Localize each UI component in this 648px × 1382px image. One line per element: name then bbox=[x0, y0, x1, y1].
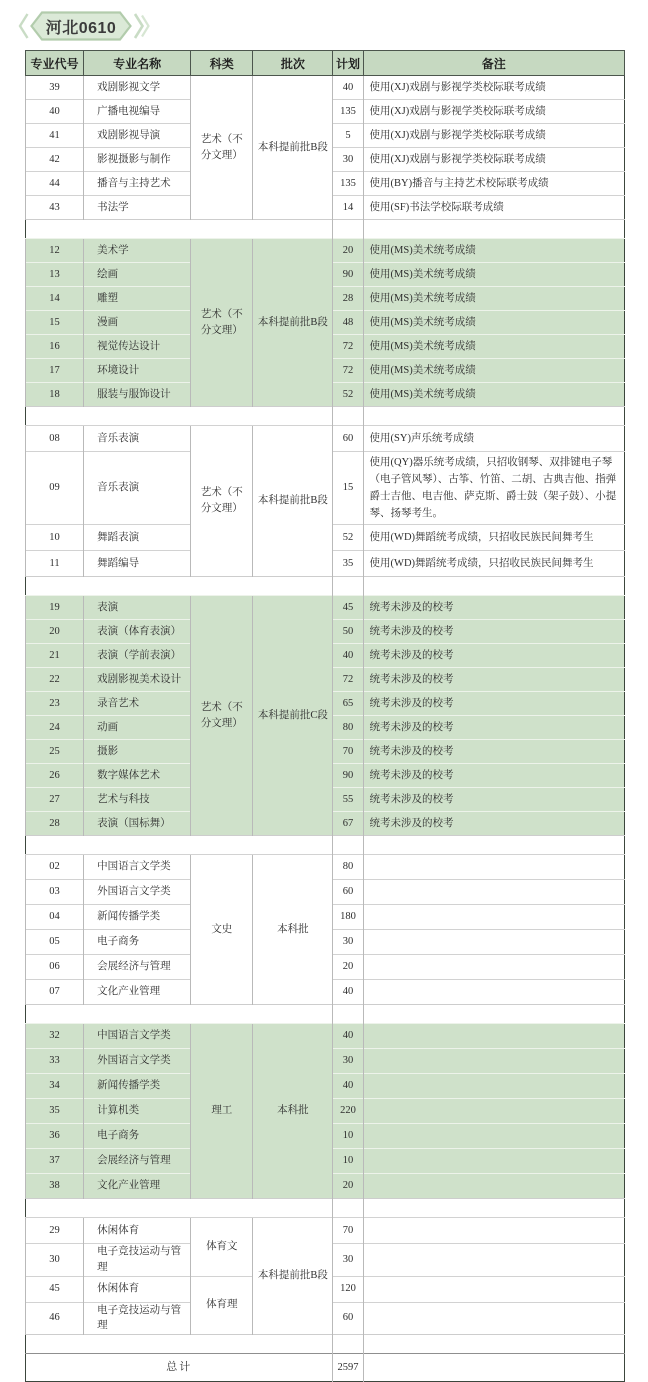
separator-plan-cell bbox=[333, 220, 363, 239]
separator-cell bbox=[26, 407, 333, 426]
cell-major-name: 影视摄影与制作 bbox=[84, 148, 191, 172]
header-major-code: 专业代号 bbox=[26, 51, 84, 76]
cell-plan-count: 48 bbox=[333, 311, 363, 335]
header-row bbox=[26, 51, 625, 76]
cell-plan-count: 72 bbox=[333, 359, 363, 383]
cell-plan-count: 65 bbox=[333, 692, 363, 716]
cell-subject-category: 体育文 bbox=[191, 1218, 253, 1277]
cell-major-name: 播音与主持艺术 bbox=[84, 172, 191, 196]
cell-remark bbox=[363, 1302, 624, 1335]
cell-major-name: 戏剧影视导演 bbox=[84, 124, 191, 148]
cell-major-name: 艺术与科技 bbox=[84, 788, 191, 812]
cell-plan-count: 90 bbox=[333, 764, 363, 788]
cell-major-code: 24 bbox=[26, 716, 84, 740]
cell-plan-count: 40 bbox=[333, 644, 363, 668]
section-separator-row bbox=[26, 836, 625, 855]
cell-remark bbox=[363, 1244, 624, 1277]
cell-major-name: 漫画 bbox=[84, 311, 191, 335]
cell-major-code: 21 bbox=[26, 644, 84, 668]
header-plan-count: 计划 bbox=[333, 51, 363, 76]
cell-major-code: 06 bbox=[26, 955, 84, 980]
cell-remark bbox=[363, 980, 624, 1005]
cell-major-name: 电子竞技运动与管理 bbox=[84, 1302, 191, 1335]
separator-plan-cell bbox=[333, 1335, 363, 1354]
banner-left-chevron-icon bbox=[18, 12, 29, 40]
separator-remark-cell bbox=[363, 220, 624, 239]
separator-plan-cell bbox=[333, 577, 363, 596]
cell-remark bbox=[363, 955, 624, 980]
cell-major-code: 46 bbox=[26, 1302, 84, 1335]
cell-batch: 本科提前批B段 bbox=[253, 426, 333, 577]
cell-remark: 使用(MS)美术统考成绩 bbox=[363, 383, 624, 407]
cell-major-code: 27 bbox=[26, 788, 84, 812]
cell-plan-count: 10 bbox=[333, 1124, 363, 1149]
table-row bbox=[26, 596, 625, 620]
table-row bbox=[26, 855, 625, 880]
cell-remark: 使用(BY)播音与主持艺术校际联考成绩 bbox=[363, 172, 624, 196]
cell-major-name: 中国语言文学类 bbox=[84, 855, 191, 880]
cell-major-code: 42 bbox=[26, 148, 84, 172]
cell-plan-count: 15 bbox=[333, 452, 363, 525]
cell-major-code: 11 bbox=[26, 551, 84, 577]
cell-remark: 统考未涉及的校考 bbox=[363, 716, 624, 740]
header-major-name: 专业名称 bbox=[84, 51, 191, 76]
cell-major-name: 动画 bbox=[84, 716, 191, 740]
cell-major-code: 09 bbox=[26, 452, 84, 525]
cell-remark bbox=[363, 855, 624, 880]
cell-major-code: 37 bbox=[26, 1149, 84, 1174]
cell-subject-category: 艺术（不分文理） bbox=[191, 239, 253, 407]
cell-remark: 使用(XJ)戏剧与影视学类校际联考成绩 bbox=[363, 124, 624, 148]
cell-major-name: 新闻传播学类 bbox=[84, 905, 191, 930]
cell-plan-count: 52 bbox=[333, 525, 363, 551]
cell-major-name: 视觉传达设计 bbox=[84, 335, 191, 359]
cell-plan-count: 80 bbox=[333, 716, 363, 740]
cell-major-name: 表演 bbox=[84, 596, 191, 620]
total-plan-count: 2597 bbox=[333, 1354, 363, 1382]
cell-major-name: 录音艺术 bbox=[84, 692, 191, 716]
cell-major-code: 25 bbox=[26, 740, 84, 764]
province-title: 河北0610 bbox=[45, 19, 117, 37]
cell-plan-count: 220 bbox=[333, 1099, 363, 1124]
cell-major-name: 环境设计 bbox=[84, 359, 191, 383]
separator-plan-cell bbox=[333, 407, 363, 426]
cell-batch: 本科提前批C段 bbox=[253, 596, 333, 836]
cell-major-name: 音乐表演 bbox=[84, 452, 191, 525]
cell-remark: 使用(QY)器乐统考成绩，只招收钢琴、双排键电子琴（电子管风琴）、古筝、竹笛、二胡、古典吉他、指弹爵士吉他、电吉他、萨克斯、爵士鼓（架子鼓）、小提琴、扬琴考生。 bbox=[363, 452, 624, 525]
cell-plan-count: 30 bbox=[333, 930, 363, 955]
cell-major-code: 41 bbox=[26, 124, 84, 148]
cell-plan-count: 60 bbox=[333, 880, 363, 905]
separator-remark-cell bbox=[363, 1005, 624, 1024]
cell-major-code: 23 bbox=[26, 692, 84, 716]
separator-plan-cell bbox=[333, 836, 363, 855]
cell-subject-category: 文史 bbox=[191, 855, 253, 1005]
cell-major-name: 计算机类 bbox=[84, 1099, 191, 1124]
cell-major-name: 外国语言文学类 bbox=[84, 1049, 191, 1074]
cell-plan-count: 135 bbox=[333, 100, 363, 124]
cell-batch: 本科批 bbox=[253, 1024, 333, 1199]
cell-remark bbox=[363, 880, 624, 905]
cell-major-code: 14 bbox=[26, 287, 84, 311]
plan-table-container bbox=[25, 50, 625, 1382]
cell-remark: 统考未涉及的校考 bbox=[363, 596, 624, 620]
cell-major-code: 33 bbox=[26, 1049, 84, 1074]
cell-remark bbox=[363, 1174, 624, 1199]
cell-plan-count: 135 bbox=[333, 172, 363, 196]
table-row bbox=[26, 1218, 625, 1244]
cell-remark: 使用(WD)舞蹈统考成绩，只招收民族民间舞考生 bbox=[363, 525, 624, 551]
cell-major-code: 34 bbox=[26, 1074, 84, 1099]
cell-major-code: 13 bbox=[26, 263, 84, 287]
cell-remark: 统考未涉及的校考 bbox=[363, 620, 624, 644]
cell-plan-count: 60 bbox=[333, 426, 363, 452]
cell-remark bbox=[363, 1218, 624, 1244]
cell-remark: 使用(MS)美术统考成绩 bbox=[363, 287, 624, 311]
header-subject-category: 科类 bbox=[191, 51, 253, 76]
cell-major-name: 文化产业管理 bbox=[84, 1174, 191, 1199]
cell-major-name: 美术学 bbox=[84, 239, 191, 263]
cell-plan-count: 20 bbox=[333, 1174, 363, 1199]
cell-major-code: 04 bbox=[26, 905, 84, 930]
cell-plan-count: 72 bbox=[333, 335, 363, 359]
cell-batch: 本科提前批B段 bbox=[253, 1218, 333, 1335]
cell-remark: 使用(MS)美术统考成绩 bbox=[363, 311, 624, 335]
cell-major-code: 26 bbox=[26, 764, 84, 788]
cell-plan-count: 45 bbox=[333, 596, 363, 620]
cell-major-code: 08 bbox=[26, 426, 84, 452]
cell-plan-count: 50 bbox=[333, 620, 363, 644]
separator-remark-cell bbox=[363, 836, 624, 855]
table-row bbox=[26, 426, 625, 452]
cell-remark bbox=[363, 1149, 624, 1174]
section-separator-row bbox=[26, 1005, 625, 1024]
cell-remark: 统考未涉及的校考 bbox=[363, 764, 624, 788]
cell-major-name: 雕塑 bbox=[84, 287, 191, 311]
cell-major-code: 22 bbox=[26, 668, 84, 692]
separator-remark-cell bbox=[363, 577, 624, 596]
cell-major-code: 12 bbox=[26, 239, 84, 263]
cell-plan-count: 70 bbox=[333, 740, 363, 764]
separator-remark-cell bbox=[363, 1199, 624, 1218]
cell-plan-count: 72 bbox=[333, 668, 363, 692]
cell-remark bbox=[363, 1276, 624, 1302]
cell-major-code: 18 bbox=[26, 383, 84, 407]
cell-major-code: 02 bbox=[26, 855, 84, 880]
cell-major-code: 39 bbox=[26, 76, 84, 100]
cell-plan-count: 28 bbox=[333, 287, 363, 311]
cell-major-name: 电子竞技运动与管理 bbox=[84, 1244, 191, 1277]
table-row bbox=[26, 1024, 625, 1049]
cell-major-code: 40 bbox=[26, 100, 84, 124]
cell-major-name: 休闲体育 bbox=[84, 1218, 191, 1244]
total-row bbox=[26, 1354, 625, 1382]
province-tag bbox=[30, 11, 132, 41]
cell-major-name: 休闲体育 bbox=[84, 1276, 191, 1302]
cell-subject-category: 理工 bbox=[191, 1024, 253, 1199]
cell-remark bbox=[363, 1074, 624, 1099]
cell-batch: 本科批 bbox=[253, 855, 333, 1005]
cell-major-code: 45 bbox=[26, 1276, 84, 1302]
table-body bbox=[26, 76, 625, 1382]
total-label: 总计 bbox=[26, 1354, 333, 1382]
cell-major-name: 音乐表演 bbox=[84, 426, 191, 452]
cell-remark: 使用(MS)美术统考成绩 bbox=[363, 335, 624, 359]
cell-major-name: 舞蹈编导 bbox=[84, 551, 191, 577]
cell-plan-count: 30 bbox=[333, 1244, 363, 1277]
cell-remark: 使用(MS)美术统考成绩 bbox=[363, 359, 624, 383]
separator-cell bbox=[26, 836, 333, 855]
cell-major-name: 会展经济与管理 bbox=[84, 1149, 191, 1174]
cell-plan-count: 14 bbox=[333, 196, 363, 220]
cell-remark bbox=[363, 1024, 624, 1049]
cell-major-name: 书法学 bbox=[84, 196, 191, 220]
header-batch: 批次 bbox=[253, 51, 333, 76]
cell-major-code: 05 bbox=[26, 930, 84, 955]
cell-remark: 使用(XJ)戏剧与影视学类校际联考成绩 bbox=[363, 100, 624, 124]
cell-major-name: 文化产业管理 bbox=[84, 980, 191, 1005]
cell-remark bbox=[363, 930, 624, 955]
cell-plan-count: 60 bbox=[333, 1302, 363, 1335]
cell-major-code: 17 bbox=[26, 359, 84, 383]
separator-remark-cell bbox=[363, 1335, 624, 1354]
cell-remark: 统考未涉及的校考 bbox=[363, 788, 624, 812]
cell-subject-category: 艺术（不分文理） bbox=[191, 596, 253, 836]
cell-remark: 统考未涉及的校考 bbox=[363, 692, 624, 716]
cell-remark: 使用(XJ)戏剧与影视学类校际联考成绩 bbox=[363, 148, 624, 172]
total-remark bbox=[363, 1354, 624, 1382]
cell-plan-count: 55 bbox=[333, 788, 363, 812]
cell-major-name: 会展经济与管理 bbox=[84, 955, 191, 980]
cell-remark: 使用(XJ)戏剧与影视学类校际联考成绩 bbox=[363, 76, 624, 100]
separator-plan-cell bbox=[333, 1199, 363, 1218]
cell-plan-count: 35 bbox=[333, 551, 363, 577]
cell-plan-count: 180 bbox=[333, 905, 363, 930]
cell-major-code: 10 bbox=[26, 525, 84, 551]
cell-subject-category: 艺术（不分文理） bbox=[191, 76, 253, 220]
cell-major-name: 电子商务 bbox=[84, 1124, 191, 1149]
cell-major-name: 表演（体育表演） bbox=[84, 620, 191, 644]
cell-plan-count: 90 bbox=[333, 263, 363, 287]
cell-plan-count: 52 bbox=[333, 383, 363, 407]
cell-plan-count: 80 bbox=[333, 855, 363, 880]
cell-plan-count: 5 bbox=[333, 124, 363, 148]
cell-plan-count: 40 bbox=[333, 1074, 363, 1099]
separator-cell bbox=[26, 1199, 333, 1218]
cell-remark: 使用(WD)舞蹈统考成绩，只招收民族民间舞考生 bbox=[363, 551, 624, 577]
separator-cell bbox=[26, 1335, 333, 1354]
cell-major-name: 服装与服饰设计 bbox=[84, 383, 191, 407]
cell-major-code: 30 bbox=[26, 1244, 84, 1277]
separator-cell bbox=[26, 1005, 333, 1024]
cell-remark bbox=[363, 905, 624, 930]
cell-major-name: 电子商务 bbox=[84, 930, 191, 955]
section-separator-row bbox=[26, 577, 625, 596]
table-row bbox=[26, 239, 625, 263]
cell-major-code: 16 bbox=[26, 335, 84, 359]
section-separator-row bbox=[26, 407, 625, 426]
cell-major-name: 戏剧影视文学 bbox=[84, 76, 191, 100]
cell-plan-count: 20 bbox=[333, 955, 363, 980]
cell-batch: 本科提前批B段 bbox=[253, 239, 333, 407]
separator-cell bbox=[26, 220, 333, 239]
cell-plan-count: 10 bbox=[333, 1149, 363, 1174]
cell-subject-category: 体育理 bbox=[191, 1276, 253, 1335]
separator-plan-cell bbox=[333, 1005, 363, 1024]
cell-plan-count: 67 bbox=[333, 812, 363, 836]
cell-batch: 本科提前批B段 bbox=[253, 76, 333, 220]
cell-plan-count: 70 bbox=[333, 1218, 363, 1244]
table-header bbox=[26, 51, 625, 76]
admission-plan-table bbox=[25, 50, 625, 1382]
cell-major-name: 广播电视编导 bbox=[84, 100, 191, 124]
cell-major-code: 32 bbox=[26, 1024, 84, 1049]
cell-major-code: 44 bbox=[26, 172, 84, 196]
cell-major-name: 中国语言文学类 bbox=[84, 1024, 191, 1049]
cell-major-code: 19 bbox=[26, 596, 84, 620]
cell-remark: 使用(SY)声乐统考成绩 bbox=[363, 426, 624, 452]
table-row bbox=[26, 76, 625, 100]
cell-major-code: 20 bbox=[26, 620, 84, 644]
cell-major-code: 07 bbox=[26, 980, 84, 1005]
cell-plan-count: 30 bbox=[333, 148, 363, 172]
cell-major-code: 03 bbox=[26, 880, 84, 905]
cell-major-name: 表演（学前表演） bbox=[84, 644, 191, 668]
cell-major-code: 36 bbox=[26, 1124, 84, 1149]
cell-major-name: 戏剧影视美术设计 bbox=[84, 668, 191, 692]
header-remark: 备注 bbox=[363, 51, 624, 76]
cell-remark bbox=[363, 1099, 624, 1124]
cell-major-code: 29 bbox=[26, 1218, 84, 1244]
cell-plan-count: 40 bbox=[333, 76, 363, 100]
cell-plan-count: 40 bbox=[333, 1024, 363, 1049]
cell-major-name: 表演（国标舞） bbox=[84, 812, 191, 836]
cell-major-name: 外国语言文学类 bbox=[84, 880, 191, 905]
cell-major-code: 28 bbox=[26, 812, 84, 836]
separator-cell bbox=[26, 577, 333, 596]
cell-subject-category: 艺术（不分文理） bbox=[191, 426, 253, 577]
cell-major-name: 数字媒体艺术 bbox=[84, 764, 191, 788]
section-separator-row bbox=[26, 1199, 625, 1218]
province-banner bbox=[18, 10, 151, 42]
cell-remark: 统考未涉及的校考 bbox=[363, 812, 624, 836]
cell-plan-count: 20 bbox=[333, 239, 363, 263]
cell-major-name: 绘画 bbox=[84, 263, 191, 287]
cell-major-code: 38 bbox=[26, 1174, 84, 1199]
cell-remark: 统考未涉及的校考 bbox=[363, 668, 624, 692]
cell-major-name: 摄影 bbox=[84, 740, 191, 764]
section-separator-row bbox=[26, 1335, 625, 1354]
cell-plan-count: 30 bbox=[333, 1049, 363, 1074]
cell-remark bbox=[363, 1124, 624, 1149]
cell-plan-count: 120 bbox=[333, 1276, 363, 1302]
cell-major-name: 舞蹈表演 bbox=[84, 525, 191, 551]
cell-remark: 统考未涉及的校考 bbox=[363, 644, 624, 668]
cell-remark: 使用(MS)美术统考成绩 bbox=[363, 239, 624, 263]
cell-major-code: 43 bbox=[26, 196, 84, 220]
section-separator-row bbox=[26, 220, 625, 239]
cell-plan-count: 40 bbox=[333, 980, 363, 1005]
cell-remark: 统考未涉及的校考 bbox=[363, 740, 624, 764]
banner-right-chevron-icon bbox=[133, 12, 151, 40]
cell-major-name: 新闻传播学类 bbox=[84, 1074, 191, 1099]
cell-major-code: 35 bbox=[26, 1099, 84, 1124]
cell-remark bbox=[363, 1049, 624, 1074]
cell-remark: 使用(SF)书法学校际联考成绩 bbox=[363, 196, 624, 220]
separator-remark-cell bbox=[363, 407, 624, 426]
cell-major-code: 15 bbox=[26, 311, 84, 335]
cell-remark: 使用(MS)美术统考成绩 bbox=[363, 263, 624, 287]
